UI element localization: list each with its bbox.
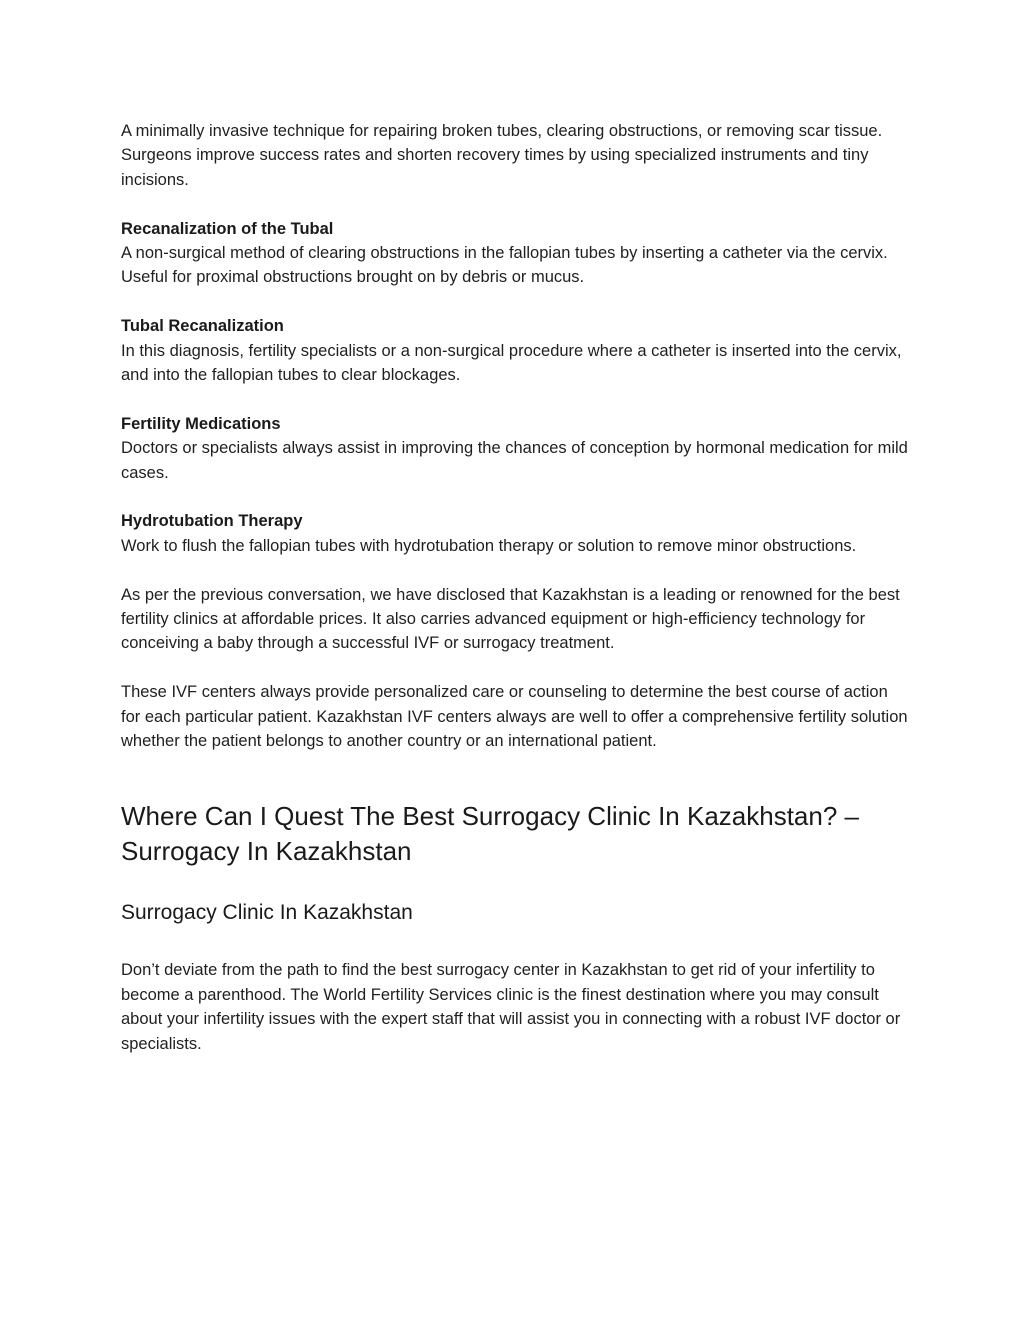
intro-paragraph: A minimally invasive technique for repairing broken tubes, clearing obstructions, or removing scar tissue. Surgeons improve success rates and shorten recovery times by using specialized instruments and tiny incisions.: [121, 122, 883, 189]
section-title: Recanalization of the Tubal: [121, 219, 334, 238]
section-hydrotubation-therapy: [121, 509, 911, 558]
spacer: [121, 753, 911, 799]
closing-paragraph: Don’t deviate from the path to find the best surrogacy center in Kazakhstan to get rid of your infertility to become a parenthood. The World Fertility Services clinic is the finest destination where you may consult about your infertility issues with the expert staff that will assist you in connecting with a robust IVF doctor or specialists.: [121, 961, 901, 1053]
spacer: [121, 192, 911, 216]
section-fertility-medications: [121, 412, 911, 485]
paragraph-ivf-centers: These IVF centers always provide personalized care or counseling to determine the best course of action for each particular patient. Kazakhstan IVF centers always are well to offer a comprehensive fertility solution whether the patient belongs to another country or an international patient.: [121, 683, 908, 751]
section-tubal-recanalization: [121, 314, 911, 387]
main-heading: Where Can I Quest The Best Surrogacy Clinic In Kazakhstan? – Surrogacy In Kazakhstan: [121, 801, 859, 867]
document-page: [121, 119, 911, 1056]
section-text: In this diagnosis, fertility specialists or a non-surgical procedure where a catheter is inserted into the cervix, and into the fallopian tubes to clear blockages.: [121, 341, 902, 385]
spacer: [121, 290, 911, 314]
spacer: [121, 869, 911, 899]
section-title: Hydrotubation Therapy: [121, 512, 303, 531]
section-title: Fertility Medications: [121, 414, 281, 433]
spacer: [121, 387, 911, 411]
spacer: [121, 558, 911, 582]
section-text: Doctors or specialists always assist in improving the chances of conception by hormonal medication for mild cases.: [121, 439, 908, 482]
spacer: [121, 485, 911, 509]
section-text: A non-surgical method of clearing obstructions in the fallopian tubes by inserting a catheter via the cervix. Useful for proximal obstructions brought on by debris or mucus.: [121, 244, 888, 287]
spacer: [121, 656, 911, 680]
spacer: [121, 927, 911, 958]
sub-heading: Surrogacy Clinic In Kazakhstan: [121, 901, 413, 925]
paragraph-kazakhstan-clinics: As per the previous conversation, we have disclosed that Kazakhstan is a leading or renowned for the best fertility clinics at affordable prices. It also carries advanced equipment or high-efficiency technology for conceiving a baby through a successful IVF or surrogacy treatment.: [121, 585, 900, 653]
section-title: Tubal Recanalization: [121, 317, 284, 336]
section-recanalization-of-the-tubal: [121, 217, 911, 290]
section-text: Work to flush the fallopian tubes with hydrotubation therapy or solution to remove minor obstructions.: [121, 536, 857, 555]
